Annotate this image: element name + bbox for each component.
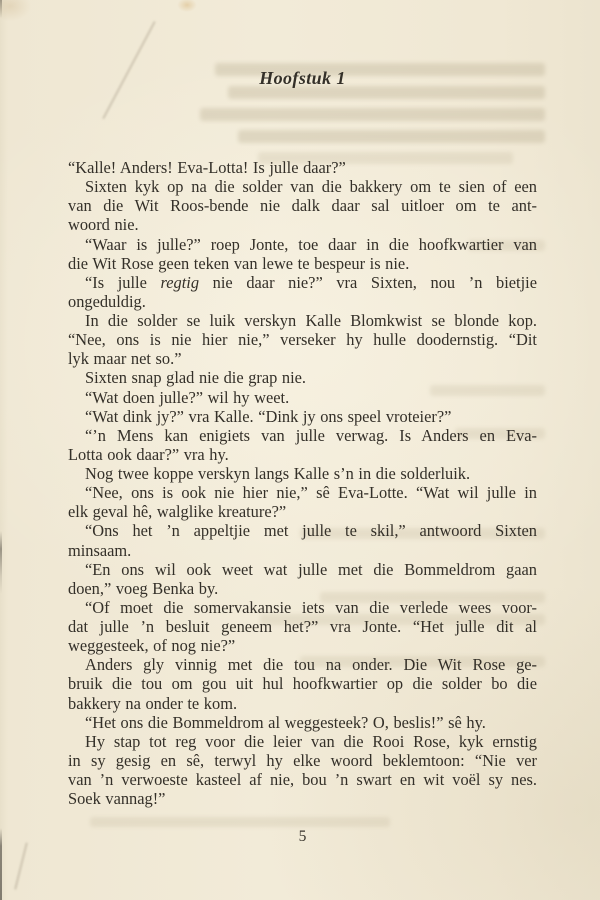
text-line: Sixten snap glad nie die grap nie. — [85, 368, 307, 388]
paper-crease — [14, 843, 27, 890]
text-line: in sy gesig en sê, terwyl hy elke woord beklemtoon: “Nie ver — [68, 750, 537, 770]
text-line: In die solder se luik verskyn Kalle Blomkwist se blonde kop. — [85, 311, 537, 330]
text-line: “Nee, ons is ook nie hier nie,” sê Eva-Lotte. “Wat wil julle in — [85, 483, 537, 503]
text-line: Soek vannag!” — [68, 789, 166, 809]
text-line: bruik die tou om gou uit hul hoofkwartier op die solder bo die — [68, 674, 537, 694]
text-line: van ’n verwoeste kasteel af nie, bou ’n swart en wit voël sy nes. — [68, 770, 537, 789]
text-line: dat julle ’n besluit geneem het?” vra Jonte. “Het julle dit al — [68, 617, 537, 636]
text-line: woord nie. — [68, 215, 139, 235]
text-line: ongeduldig. — [68, 291, 146, 311]
text-line: “Kalle! Anders! Eva-Lotta! Is julle daar?” — [68, 158, 346, 177]
chapter-heading: Hoofstuk 1 — [259, 68, 346, 88]
text-line: doen,” voeg Benka by. — [68, 578, 219, 598]
body-text — [68, 158, 537, 808]
text-line: “Of moet die somervakansie iets van die verlede wees voor- — [85, 597, 537, 617]
text-line: lyk maar net so.” — [68, 349, 182, 369]
text-line: Hy stap tot reg voor die leier van die Rooi Rose, kyk ernstig — [85, 731, 537, 751]
bleedthrough-line — [200, 108, 545, 121]
bleedthrough-line — [90, 817, 390, 827]
text-line: minsaam. — [68, 540, 132, 560]
text-line: “’n Mens kan enigiets van julle verwag. Is Anders en Eva- — [85, 425, 537, 445]
text-line: Sixten kyk op na die solder van die bakkery om te sien of een — [85, 177, 537, 197]
page-number: 5 — [298, 828, 307, 845]
scan-edge-shadow — [0, 0, 2, 900]
text-line: bakkery na onder te kom. — [68, 693, 238, 713]
text-line: Nog twee koppe verskyn langs Kalle s’n in die solderluik. — [85, 464, 471, 483]
text-line — [68, 273, 537, 292]
text-segment: nie daar nie?” vra Sixten, nou ’n bietjie — [199, 272, 537, 292]
text-line: Anders gly vinnig met die tou na onder. Die Wit Rose ge- — [85, 655, 537, 675]
bleedthrough-line — [238, 130, 545, 143]
text-line: “Het ons die Bommeldrom al weggesteek? O, beslis!” sê hy. — [85, 712, 486, 732]
text-line: Lotta ook daar?” vra hy. — [68, 444, 229, 464]
text-line: die Wit Rose geen teken van lewe te bespeur is nie. — [68, 253, 410, 273]
text-segment: “Is julle — [85, 272, 161, 292]
text-line: van die Wit Roos-bende nie dalk daar sal uitloer om te ant- — [68, 196, 537, 216]
text-line: weggesteek, of nog nie?” — [68, 636, 236, 656]
text-line: “Waar is julle?” roep Jonte, toe daar in die hoofkwartier van — [85, 234, 537, 254]
text-line: “En ons wil ook weet wat julle met die Bommeldrom gaan — [85, 559, 537, 579]
text-line: “Ons het ’n appeltjie met julle te skil,” antwoord Sixten — [85, 521, 537, 541]
text-line: “Wat dink jy?” vra Kalle. “Dink jy ons speel vroteier?” — [85, 406, 452, 426]
text-line: elk geval hê, walglike kreature?” — [68, 502, 287, 522]
italic-word: regtig — [160, 272, 200, 292]
text-line: “Wat doen julle?” wil hy weet. — [85, 387, 290, 407]
text-line: “Nee, ons is nie hier nie,” verseker hy hulle doodernstig. “Dit — [68, 330, 537, 350]
